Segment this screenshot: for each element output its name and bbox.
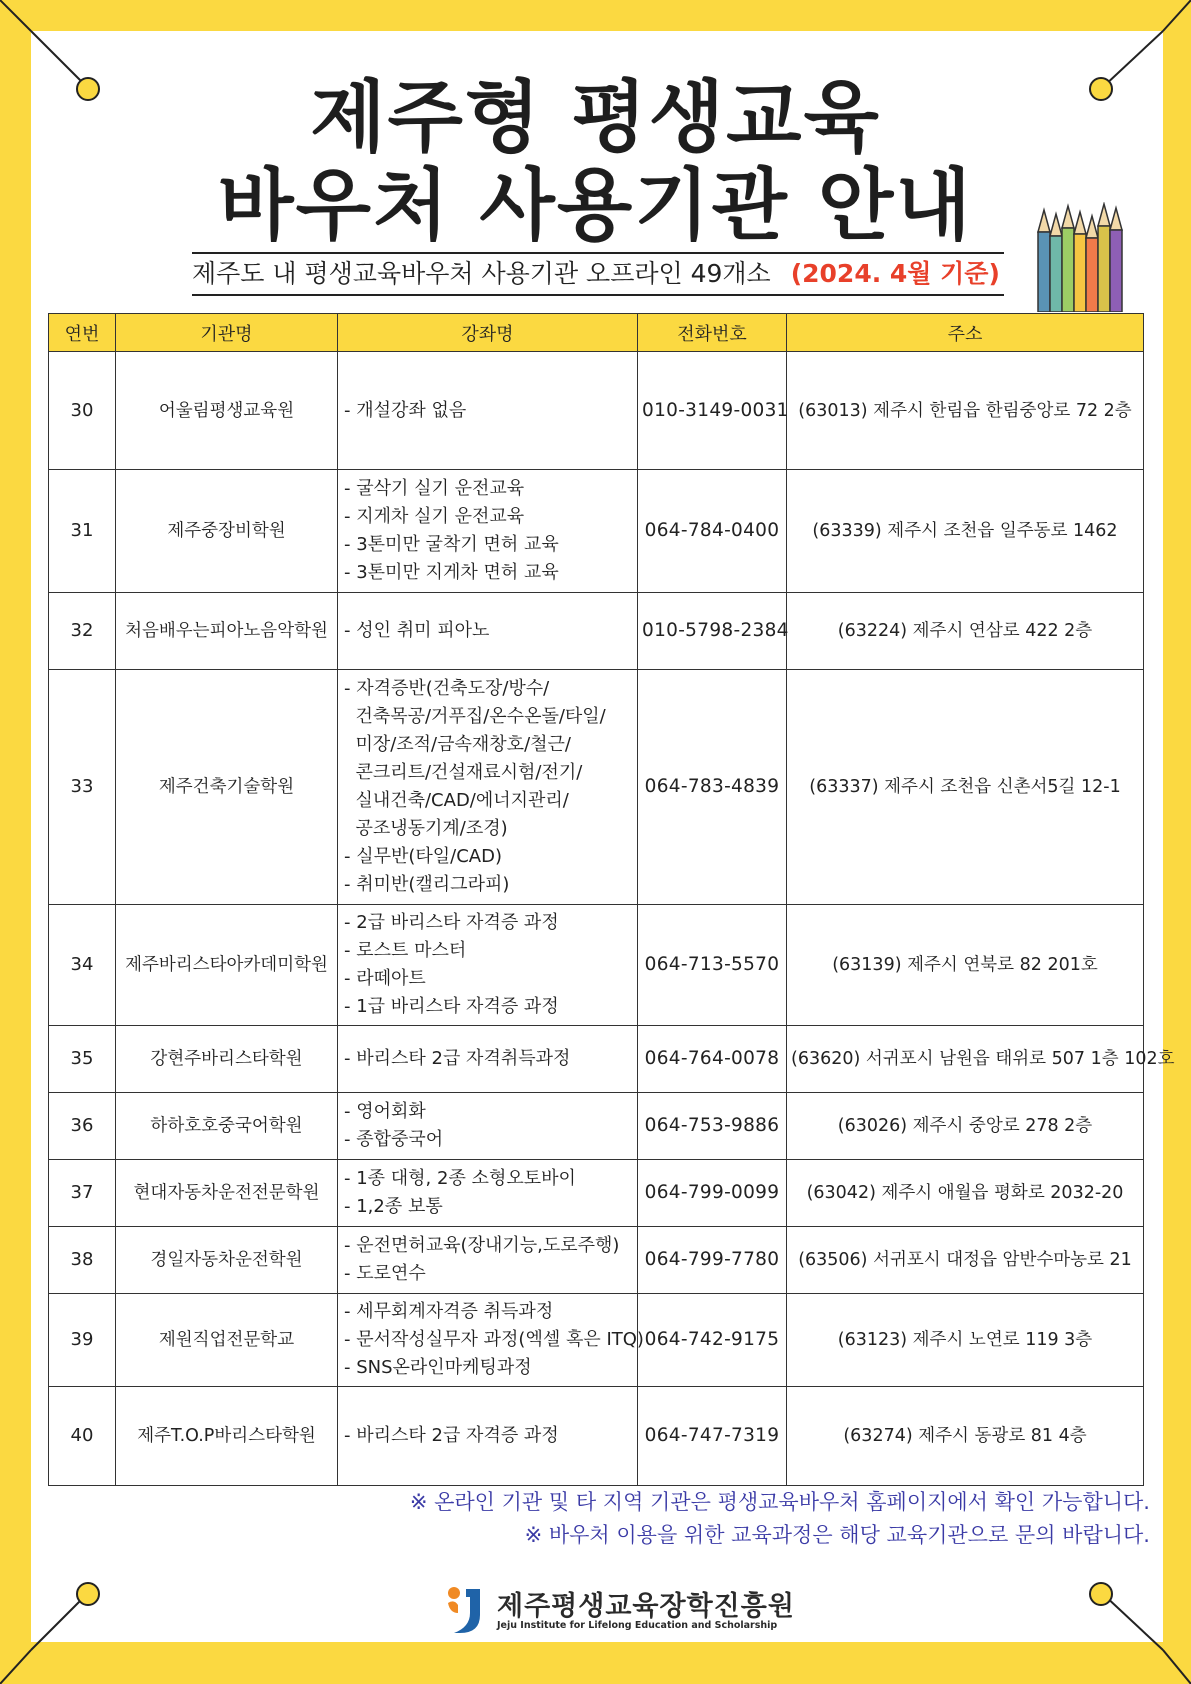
address: (63123) 제주시 노연로 119 3층: [787, 1294, 1144, 1387]
course-list: [338, 593, 638, 670]
course-item: - 바리스타 2급 자격취득과정: [344, 1048, 571, 1069]
phone-number: 064-799-7780: [638, 1227, 787, 1294]
phone-number: 010-5798-2384: [638, 593, 787, 670]
course-item: - 1,2종 보통: [344, 1196, 443, 1217]
address: (63620) 서귀포시 남원읍 태위로 507 1층 102호: [787, 1026, 1144, 1093]
course-list: [338, 1227, 638, 1294]
course-item: - 지게차 실기 운전교육: [344, 506, 525, 527]
address: (63224) 제주시 연삼로 422 2층: [787, 593, 1144, 670]
table-row: [49, 670, 1144, 905]
course-item: - 도로연수: [344, 1263, 426, 1284]
table-row: [49, 593, 1144, 670]
institution-name: 제주T.O.P바리스타학원: [116, 1387, 338, 1486]
institution-name: 경일자동차운전학원: [116, 1227, 338, 1294]
address: (63274) 제주시 동광로 81 4층: [787, 1387, 1144, 1486]
institution-name: 제주중장비학원: [116, 470, 338, 593]
phone-number: 064-784-0400: [638, 470, 787, 593]
table-row: [49, 1294, 1144, 1387]
table-row: [49, 1387, 1144, 1486]
col-header-course: 강좌명: [338, 314, 638, 352]
course-item: - 2급 바리스타 자격증 과정: [344, 912, 559, 933]
address: (63139) 제주시 연북로 82 201호: [787, 905, 1144, 1026]
page-title-line1: 제주형 평생교육: [310, 73, 881, 163]
col-header-number: 연번: [49, 314, 116, 352]
course-item: - 영어회화: [344, 1101, 426, 1122]
institution-name: 제주건축기술학원: [116, 670, 338, 905]
col-header-institution: 기관명: [116, 314, 338, 352]
course-item: 실내건축/CAD/에너지관리/: [344, 790, 569, 811]
course-list: [338, 905, 638, 1026]
pencils-icon: [1034, 202, 1130, 312]
address: (63506) 서귀포시 대정읍 암반수마농로 21: [787, 1227, 1144, 1294]
institution-table: [48, 313, 1175, 1486]
course-item: - 바리스타 2급 자격증 과정: [344, 1425, 559, 1446]
phone-number: 064-742-9175: [638, 1294, 787, 1387]
institution-name: 하하호호중국어학원: [116, 1093, 338, 1160]
phone-number: 010-3149-0031: [638, 352, 787, 470]
address: (63013) 제주시 한림읍 한림중앙로 72 2층: [787, 352, 1144, 470]
course-list: [338, 1093, 638, 1160]
course-list: [338, 1026, 638, 1093]
course-item: - 3톤미만 굴착기 면허 교육: [344, 534, 559, 555]
course-item: - 문서작성실무자 과정(엑셀 혹은 ITQ): [344, 1329, 644, 1350]
institute-name: 제주평생교육장학진흥원: [497, 1591, 795, 1622]
address: (63337) 제주시 조천읍 신촌서5길 12-1: [787, 670, 1144, 905]
course-item: 콘크리트/건설재료시험/전기/: [344, 762, 583, 783]
course-item: 공조냉동기계/조경): [344, 818, 508, 839]
course-item: - 세무회계자격증 취득과정: [344, 1301, 554, 1322]
row-number: 40: [49, 1387, 116, 1486]
subtitle-text: 제주도 내 평생교육바우처 사용기관 오프라인 49개소: [192, 259, 771, 288]
subtitle: [192, 252, 1004, 296]
course-item: - 1종 대형, 2종 소형오토바이: [344, 1168, 576, 1189]
course-list: [338, 670, 638, 905]
course-list: [338, 1160, 638, 1227]
phone-number: 064-753-9886: [638, 1093, 787, 1160]
table-row: [49, 1026, 1144, 1093]
subtitle-date: (2024. 4월 기준): [790, 259, 1000, 288]
phone-number: 064-713-5570: [638, 905, 787, 1026]
row-number: 35: [49, 1026, 116, 1093]
footnote: ※ 바우처 이용을 위한 교육과정은 해당 교육기관으로 문의 바랍니다.: [524, 1523, 1150, 1547]
course-item: - 1급 바리스타 자격증 과정: [344, 996, 559, 1017]
page-title-line2: 바우처 사용기관 안내: [218, 161, 973, 251]
course-item: - 성인 취미 피아노: [344, 620, 490, 641]
phone-number: 064-799-0099: [638, 1160, 787, 1227]
table-row: [49, 1227, 1144, 1294]
footnote: ※ 온라인 기관 및 타 지역 기관은 평생교육바우처 홈페이지에서 확인 가능합니다.: [409, 1490, 1150, 1514]
row-number: 34: [49, 905, 116, 1026]
phone-number: 064-747-7319: [638, 1387, 787, 1486]
address: (63026) 제주시 중앙로 278 2층: [787, 1093, 1144, 1160]
course-item: - 취미반(캘리그라피): [344, 874, 510, 895]
row-number: 30: [49, 352, 116, 470]
table-row: [49, 352, 1144, 470]
row-number: 38: [49, 1227, 116, 1294]
institution-name: 제원직업전문학교: [116, 1294, 338, 1387]
col-header-phone: 전화번호: [638, 314, 787, 352]
course-list: [338, 1294, 644, 1387]
table-header-row: [49, 314, 1144, 352]
course-item: - 운전면허교육(장내기능,도로주행): [344, 1235, 620, 1256]
row-number: 39: [49, 1294, 116, 1387]
course-item: - 굴삭기 실기 운전교육: [344, 478, 525, 499]
table-row: [49, 905, 1144, 1026]
row-number: 32: [49, 593, 116, 670]
course-list: [338, 1387, 638, 1486]
course-item: - 개설강좌 없음: [344, 399, 467, 421]
row-number: 37: [49, 1160, 116, 1227]
phone-number: 064-783-4839: [638, 670, 787, 905]
phone-number: 064-764-0078: [638, 1026, 787, 1093]
course-item: - 실무반(타일/CAD): [344, 846, 503, 867]
row-number: 31: [49, 470, 116, 593]
col-header-address: 주소: [787, 314, 1144, 352]
institution-name: 어울림평생교육원: [116, 352, 338, 470]
institution-name: 현대자동차운전전문학원: [116, 1160, 338, 1227]
institution-name: 처음배우는피아노음악학원: [116, 593, 338, 670]
table-row: [49, 1093, 1144, 1160]
course-item: - 자격증반(건축도장/방수/: [344, 678, 550, 699]
address: (63042) 제주시 애월읍 평화로 2032-20: [787, 1160, 1144, 1227]
row-number: 33: [49, 670, 116, 905]
course-item: - 3톤미만 지게차 면허 교육: [344, 562, 559, 583]
course-list: [338, 352, 638, 470]
course-item: 미장/조적/금속재창호/철근/: [344, 734, 571, 755]
institution-name: 강현주바리스타학원: [116, 1026, 338, 1093]
address: (63339) 제주시 조천읍 일주동로 1462: [787, 470, 1144, 593]
course-item: 건축목공/거푸집/온수온돌/타일/: [344, 706, 606, 727]
course-list: [338, 470, 638, 593]
row-number: 36: [49, 1093, 116, 1160]
table-row: [49, 470, 1144, 593]
course-item: - 로스트 마스터: [344, 940, 467, 961]
institution-name: 제주바리스타아카데미학원: [116, 905, 338, 1026]
course-item: - SNS온라인마케팅과정: [344, 1357, 532, 1378]
table-row: [49, 1160, 1144, 1227]
institute-logo-icon: [440, 1583, 490, 1637]
course-item: - 종합중국어: [344, 1129, 444, 1150]
institute-name-en: Jeju Institute for Lifelong Education and Scholarship: [497, 1620, 778, 1631]
footnotes: [410, 1486, 1150, 1552]
course-item: - 라떼아트: [344, 968, 426, 989]
